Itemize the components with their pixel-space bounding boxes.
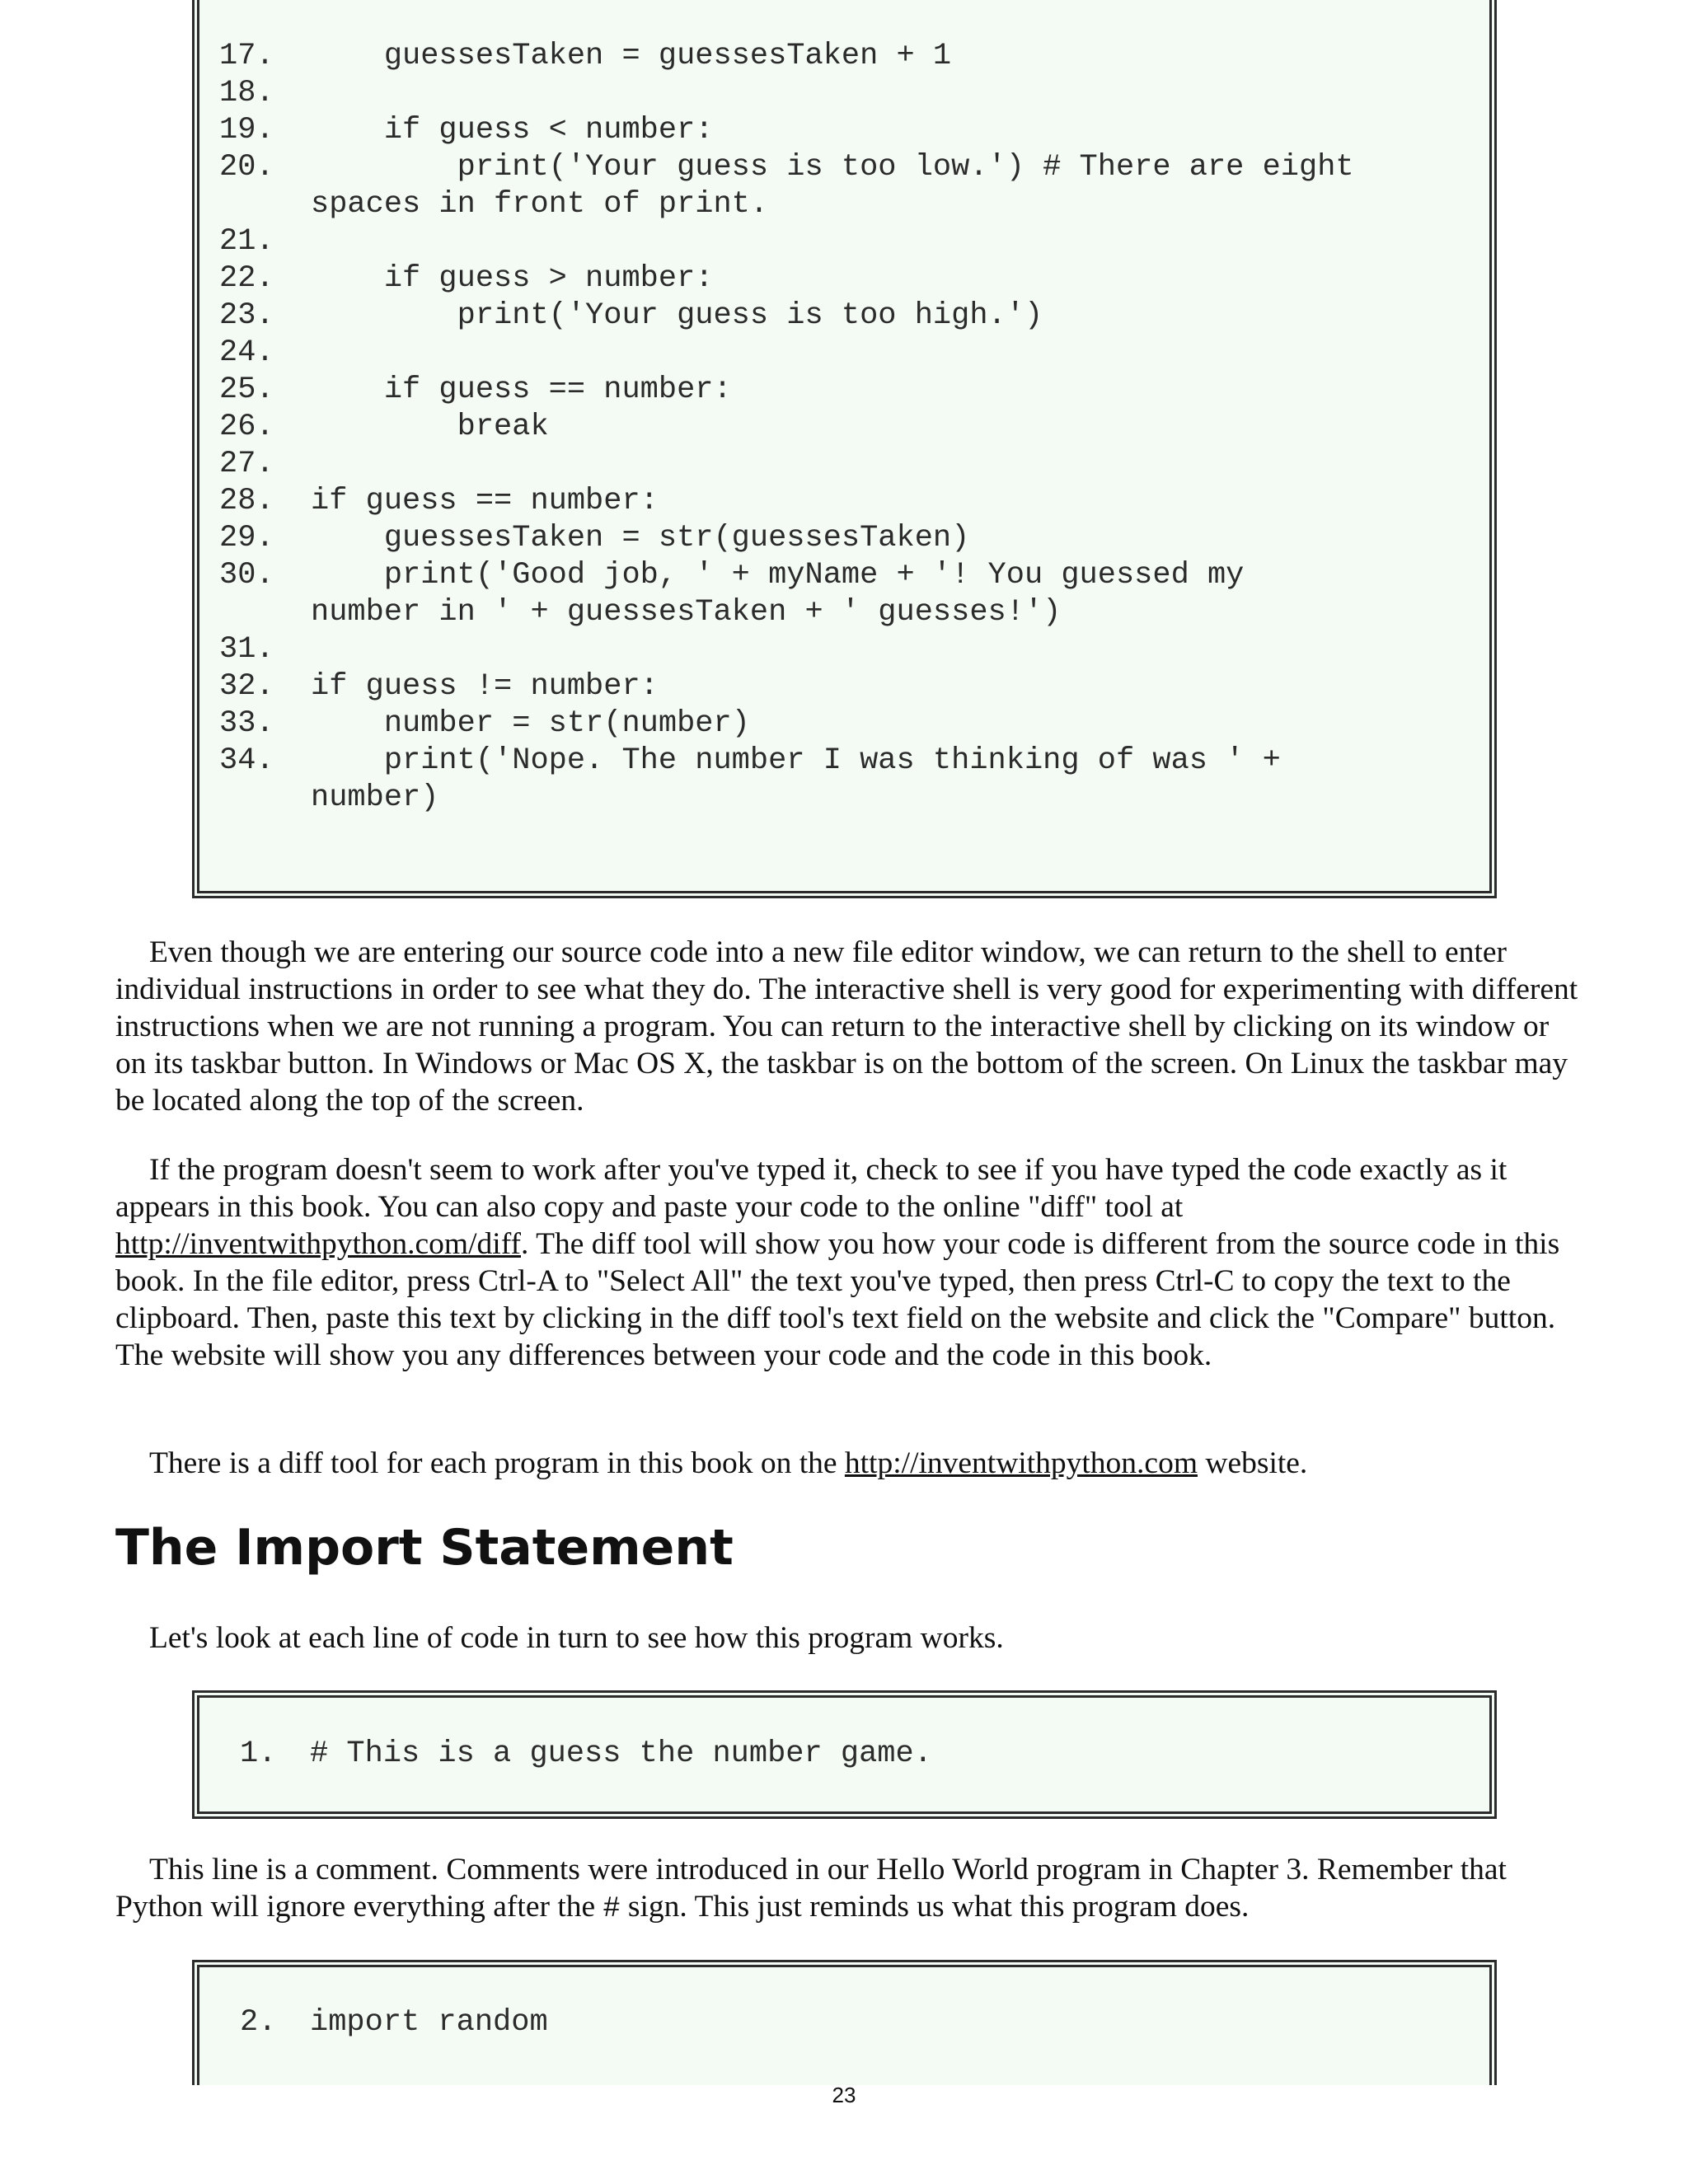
code-line-wrap: number) bbox=[311, 780, 439, 815]
section-heading: The Import Statement bbox=[115, 1519, 734, 1577]
code-line: 26. break bbox=[219, 410, 549, 444]
diff-tool-link[interactable]: http://inventwithpython.com/diff bbox=[115, 1227, 521, 1261]
paragraph-comment bbox=[115, 1851, 1578, 1928]
code-line: 24. bbox=[219, 335, 274, 370]
code-line: 22. if guess > number: bbox=[219, 261, 714, 296]
code-line: 20. print('Your guess is too low.') # There are eight bbox=[219, 150, 1354, 185]
code-line: 23. print('Your guess is too high.') bbox=[219, 298, 1043, 333]
code-line: 27. bbox=[219, 447, 274, 481]
code-line: 17. guessesTaken = guessesTaken + 1 bbox=[219, 39, 952, 73]
code-line: 21. bbox=[219, 224, 274, 259]
website-link[interactable]: http://inventwithpython.com bbox=[844, 1446, 1198, 1480]
code-line-wrap: number in ' + guessesTaken + ' guesses!') bbox=[311, 595, 1062, 630]
code-line: 18. bbox=[219, 76, 274, 110]
code-line: 29. guessesTaken = str(guessesTaken) bbox=[219, 521, 970, 555]
paragraph-diff-website bbox=[115, 1445, 1578, 1482]
paragraph-shell: Even though we are entering our source code into a new file editor window, we can return to the shell to enter individual instructions in order to see what they do. The interactive shell is very good for experimenting with different instructions when we are not running a program. You can return to the interactive shell by clicking on its window or on its taskbar button. In Windows or Mac OS X, the taskbar is on the bottom of the screen. On Linux the taskbar may be located along the top of the screen. bbox=[115, 935, 1578, 1118]
code-line: 1. # This is a guess the number game. bbox=[240, 1736, 932, 1771]
code-line: 28. if guess == number: bbox=[219, 484, 659, 518]
paragraph-text: If the program doesn't seem to work after you've typed it, check to see if you have typed the code exactly as it appears in this book. You can also copy and paste your code to the online "diff" tool at bbox=[115, 1153, 1507, 1224]
paragraph-diff-tool bbox=[115, 1151, 1578, 1374]
code-line-wrap: spaces in front of print. bbox=[311, 187, 769, 222]
paragraph-text: This line is a comment. Comments were introduced in our Hello World program in Chapter 3. Remember that Python will ignore everything after the bbox=[115, 1853, 1507, 1924]
paragraph-text: . The diff tool will show you how your code is different from the source code in this book. In the file editor, press Ctrl-A to "Select All" the text you've typed, then press Ctrl-C to copy the text to the clipboard. Then, paste this text by clicking in the diff tool's text field on the website and click the "Compare" button. The website will show you any differences between your code and the code in this book. bbox=[115, 1227, 1560, 1372]
paragraph-text: sign. This just reminds us what this program does. bbox=[620, 1890, 1250, 1924]
code-line: 34. print('Nope. The number I was thinking of was ' + bbox=[219, 743, 1281, 778]
code-line: 31. bbox=[219, 632, 274, 667]
paragraph-text: There is a diff tool for each program in this book on the bbox=[149, 1446, 845, 1480]
code-line: 19. if guess < number: bbox=[219, 113, 714, 148]
code-line: 2. import random bbox=[240, 2005, 548, 2040]
paragraph-intro: Let's look at each line of code in turn to see how this program works. bbox=[149, 1621, 1004, 1655]
paragraph-text: website. bbox=[1198, 1446, 1308, 1480]
code-listing-line-1 bbox=[192, 1690, 1497, 1819]
code-listing-line-2 bbox=[192, 1960, 1497, 2085]
code-listing-continued bbox=[192, 0, 1497, 898]
code-line: 33. number = str(number) bbox=[219, 706, 750, 741]
inline-code: # bbox=[603, 1892, 621, 1925]
code-line: 32. if guess != number: bbox=[219, 669, 659, 704]
code-line: 30. print('Good job, ' + myName + '! You guessed my bbox=[219, 558, 1245, 593]
page-number: 23 bbox=[832, 2083, 856, 2107]
code-line: 25. if guess == number: bbox=[219, 373, 732, 407]
